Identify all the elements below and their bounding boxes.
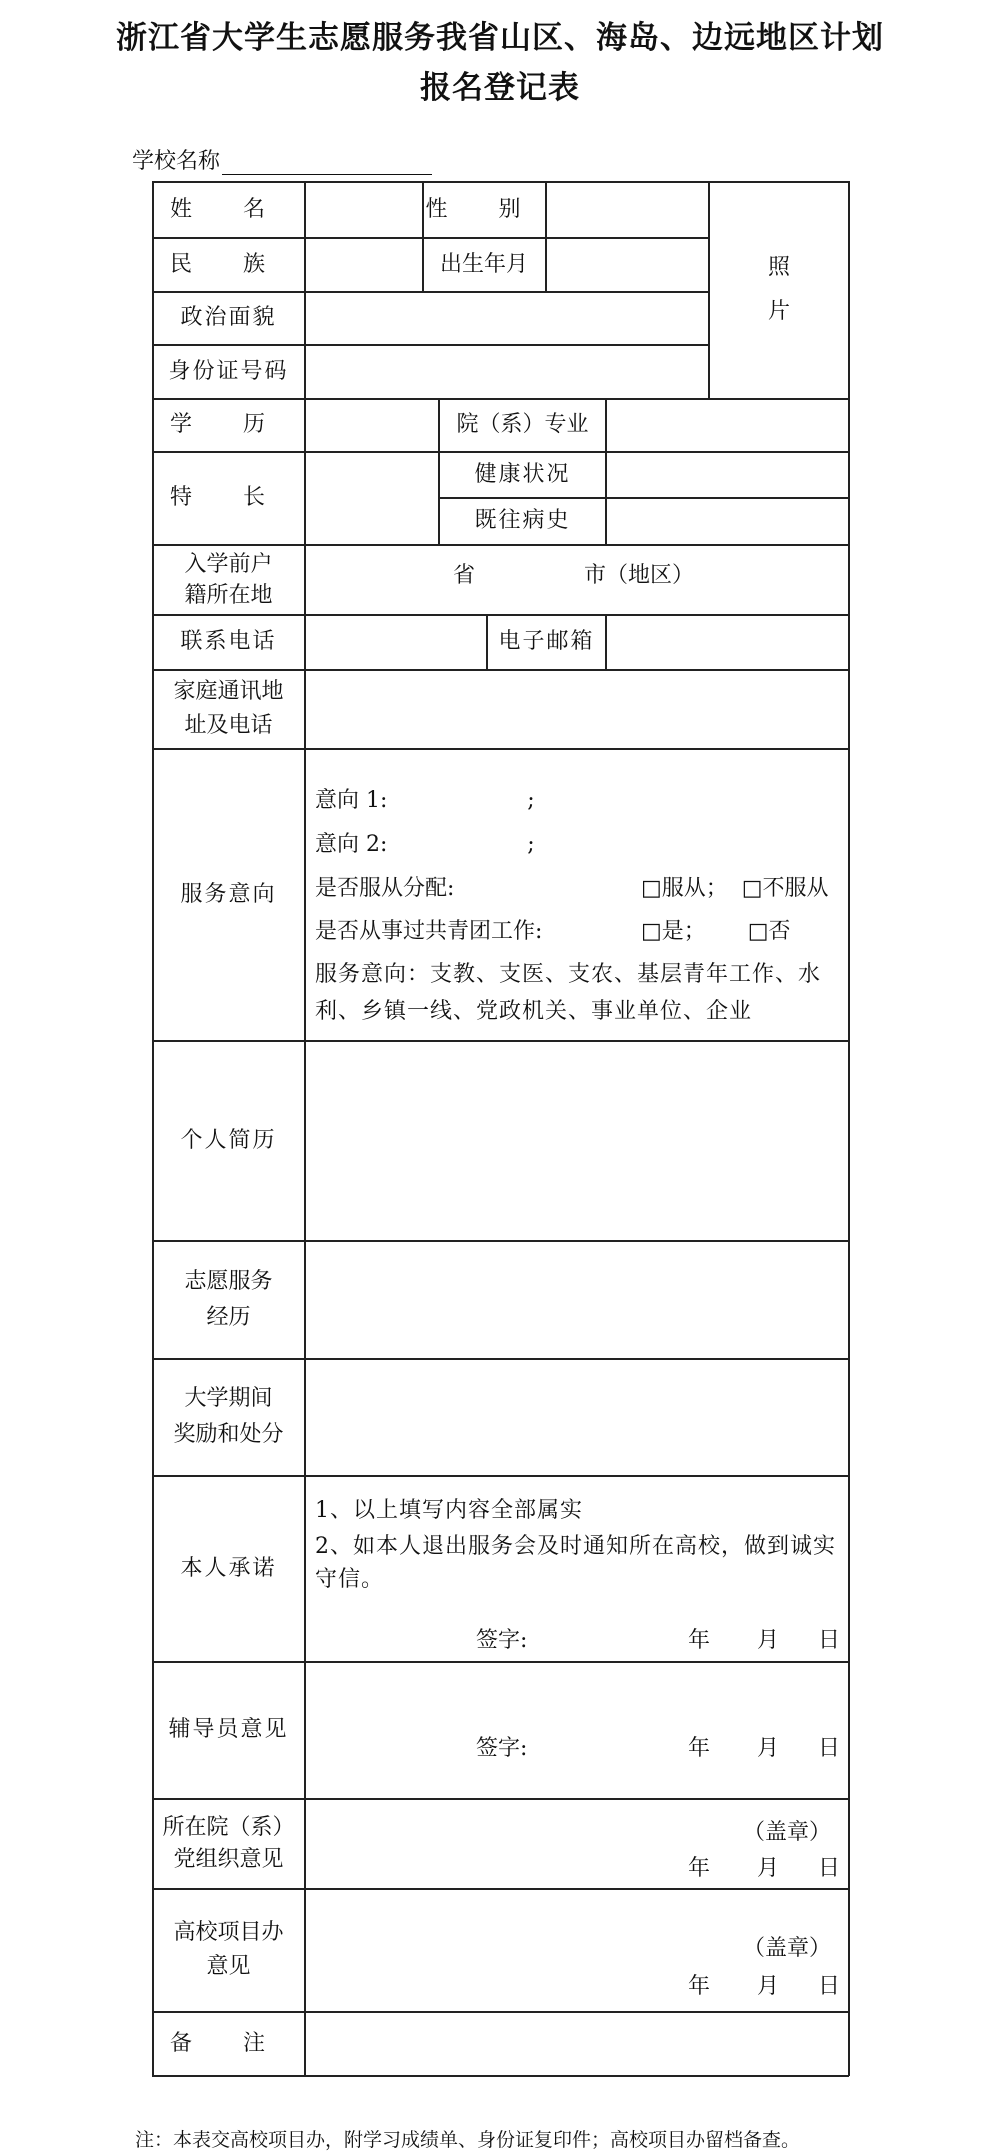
label-birth: 出生年月	[439, 251, 528, 277]
label-major: 院（系）专业	[456, 412, 589, 437]
label-party-line1: 所在院（系）	[162, 1814, 295, 1840]
intent-2[interactable]: 意向 2: ;	[315, 832, 535, 857]
email-input[interactable]	[607, 615, 848, 669]
label-phone: 联系电话	[180, 629, 277, 654]
service-directions-line2: 利、乡镇一线、党政机关、事业单位、企业	[315, 999, 753, 1024]
health-input[interactable]	[607, 452, 848, 497]
photo-label-1: 照	[767, 255, 790, 280]
counselor-sign-label: 签字:	[476, 1736, 528, 1761]
promise-line2: 2、如本人退出服务会及时通知所在高校，做到诚实	[315, 1534, 836, 1559]
birth-input[interactable]	[547, 238, 708, 291]
province-label: 省	[453, 563, 476, 588]
table-border-bottom	[152, 2075, 849, 2077]
remark-input[interactable]	[306, 2012, 848, 2075]
label-email: 电子邮箱	[498, 629, 595, 654]
label-family	[153, 670, 304, 748]
label-counselor: 辅导员意见	[168, 1717, 289, 1742]
table-border-right	[848, 181, 850, 2076]
party-seal-label: （盖章）	[743, 1820, 832, 1845]
promise-date-month: 月	[757, 1628, 780, 1653]
label-resume: 个人简历	[180, 1127, 277, 1153]
label-education: 学 历	[170, 412, 287, 437]
form-title-line1: 浙江省大学生志愿服务我省山区、海岛、边远地区计划	[116, 20, 884, 56]
label-name: 姓 名	[170, 196, 287, 222]
awards-input[interactable]	[306, 1359, 848, 1475]
school-name-label: 学校名称	[132, 149, 221, 174]
history-input[interactable]	[607, 498, 848, 544]
label-awards-line1: 大学期间	[184, 1386, 273, 1411]
label-party-line2: 党组织意见	[173, 1846, 284, 1872]
name-input[interactable]	[306, 182, 422, 237]
label-specialty: 特 长	[170, 485, 287, 510]
label-remark: 备 注	[170, 2030, 287, 2056]
obey-question: 是否服从分配:	[315, 876, 455, 901]
label-promise: 本人承诺	[180, 1555, 277, 1581]
intent-1[interactable]: 意向 1: ;	[315, 788, 535, 813]
service-directions-line1: 服务意向：支教、支医、支农、基层青年工作、水	[315, 962, 822, 987]
label-ethnicity: 民 族	[170, 251, 287, 277]
promise-line3: 守信。	[315, 1567, 385, 1592]
hukou-input[interactable]	[306, 545, 848, 614]
phone-input[interactable]	[306, 615, 486, 669]
office-date-year: 年	[688, 1974, 711, 1999]
label-awards-line2: 奖励和处分	[173, 1422, 284, 1447]
major-input[interactable]	[607, 399, 848, 451]
label-political: 政治面貌	[180, 305, 277, 330]
promise-line1: 1、以上填写内容全部属实	[315, 1498, 583, 1523]
office-seal-label: （盖章）	[743, 1936, 832, 1961]
party-date-year: 年	[688, 1856, 711, 1881]
label-volunteer-line2: 经历	[206, 1304, 251, 1330]
label-service-intent: 服务意向	[180, 881, 277, 907]
footnote: 注：本表交高校项目办，附学习成绩单、身份证复印件；高校项目办留档备查。	[135, 2129, 801, 2151]
label-volunteer-line1: 志愿服务	[184, 1268, 273, 1294]
photo-label-2: 片	[767, 299, 790, 324]
label-awards	[153, 1359, 304, 1475]
label-gender: 性 别	[425, 196, 543, 222]
id-number-input[interactable]	[306, 345, 708, 398]
promise-date-day: 日	[818, 1628, 841, 1653]
label-hukou-line2: 籍所在地	[184, 582, 273, 608]
promise-sign-label: 签字:	[476, 1628, 528, 1653]
form-title-line2: 报名登记表	[420, 70, 580, 106]
label-history: 既往病史	[474, 508, 571, 533]
label-family-line1: 家庭通讯地	[173, 679, 284, 704]
gender-input[interactable]	[547, 182, 708, 237]
education-input[interactable]	[306, 399, 438, 451]
league-options[interactable]: □是； □否	[641, 919, 791, 944]
specialty-input[interactable]	[306, 452, 438, 544]
league-question: 是否从事过共青团工作:	[315, 919, 543, 944]
city-label: 市（地区）	[584, 563, 695, 588]
label-hukou-line1: 入学前户	[184, 551, 273, 577]
label-office-line2: 意见	[206, 1954, 251, 1979]
party-date-day: 日	[818, 1856, 841, 1881]
counselor-date-day: 日	[818, 1736, 841, 1761]
resume-input[interactable]	[306, 1041, 848, 1240]
political-input[interactable]	[306, 292, 708, 344]
label-family-line2: 址及电话	[184, 713, 273, 738]
label-health: 健康状况	[474, 461, 571, 487]
label-id-number: 身份证号码	[168, 358, 289, 384]
label-hukou	[153, 545, 304, 614]
obey-options[interactable]: □服从； □不服从	[641, 876, 829, 901]
counselor-date-month: 月	[757, 1736, 780, 1761]
label-party	[153, 1799, 304, 1888]
label-volunteer	[153, 1241, 304, 1358]
ethnicity-input[interactable]	[306, 238, 422, 291]
office-date-month: 月	[757, 1974, 780, 1999]
promise-date-year: 年	[688, 1628, 711, 1653]
volunteer-input[interactable]	[306, 1241, 848, 1358]
label-office	[153, 1889, 304, 2011]
counselor-date-year: 年	[688, 1736, 711, 1761]
party-date-month: 月	[757, 1856, 780, 1881]
office-date-day: 日	[818, 1974, 841, 1999]
label-office-line1: 高校项目办	[173, 1920, 284, 1945]
photo-box[interactable]	[710, 182, 848, 398]
family-input[interactable]	[306, 670, 848, 748]
